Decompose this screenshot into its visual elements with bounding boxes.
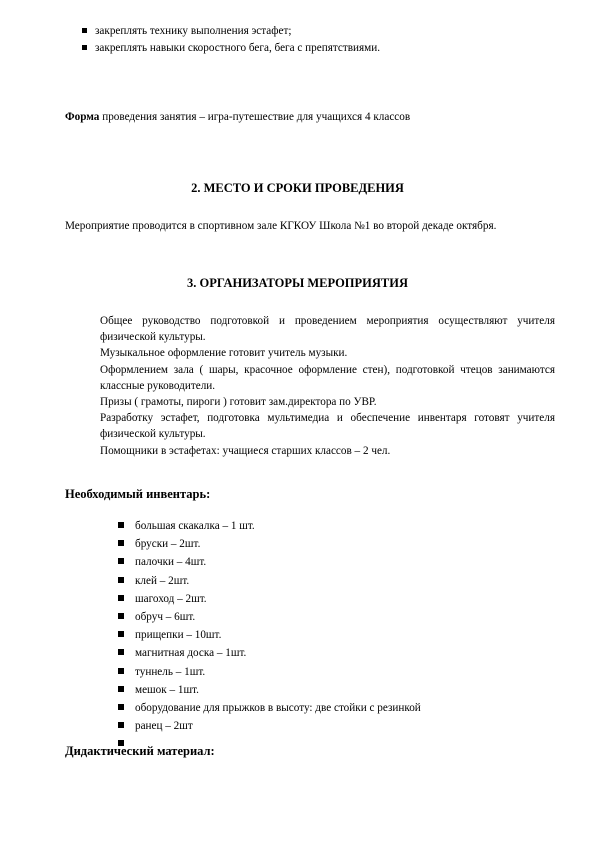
list-item-text: магнитная доска – 1шт. [135,647,247,660]
organizers-paragraph: Разработку эстафет, подготовка мультимедиа и обеспечение инвентаря готовят учителя физической культуры. [100,412,555,441]
list-item [118,627,421,645]
list-item-text: закреплять технику выполнения эстафет; [95,25,292,37]
inventory-list [118,518,421,754]
list-item-text: шагоход – 2шт. [135,592,207,605]
list-item-text: закреплять навыки скоростного бега, бега с препятствиями. [95,42,381,54]
square-bullet-icon [118,613,124,619]
goals-list [82,23,380,57]
list-item [118,682,421,700]
list-item-text: бруски – 2шт. [135,538,201,551]
square-bullet-icon [82,28,87,33]
square-bullet-icon [118,631,124,637]
event-form-line [65,109,410,125]
list-item [82,40,380,57]
list-item [118,609,421,627]
list-item-text: мешок – 1шт. [135,683,199,696]
organizers-paragraph: Призы ( грамоты, пироги ) готовит зам.директора по УВР. [100,396,377,409]
square-bullet-icon [82,45,87,50]
list-item-text: палочки – 4шт. [135,556,207,569]
square-bullet-icon [118,704,124,710]
inventory-heading: Необходимый инвентарь: [65,487,211,501]
list-item [118,591,421,609]
list-item [118,700,421,718]
list-item [118,645,421,663]
list-item [118,664,421,682]
list-item [82,23,380,40]
event-form-label: Форма [65,111,100,123]
square-bullet-icon [118,595,124,601]
square-bullet-icon [118,522,124,528]
organizers-block [100,313,555,459]
section-2-heading: 2. МЕСТО И СРОКИ ПРОВЕДЕНИЯ [191,181,404,195]
square-bullet-icon [118,558,124,564]
square-bullet-icon [118,722,124,728]
section-2-text: Мероприятие проводится в спортивном зале КГКОУ Школа №1 во второй декаде октября. [65,220,497,232]
list-item-text: обруч – 6шт. [135,610,196,623]
list-item-text: большая скакалка – 1 шт. [135,520,255,532]
event-form-text: проведения занятия – игра-путешествие для учащихся 4 классов [99,111,411,123]
list-item-text: клей – 2шт. [135,574,190,587]
list-item [118,718,421,736]
list-item [118,536,421,554]
square-bullet-icon [118,668,124,674]
section-3-heading: 3. ОРГАНИЗАТОРЫ МЕРОПРИЯТИЯ [187,276,408,290]
list-item [118,554,421,572]
list-item-text: туннель – 1шт. [135,665,206,678]
didactic-heading: Дидактический материал: [65,744,215,758]
list-item-text: прищепки – 10шт. [135,629,222,642]
organizers-paragraph: Музыкальное оформление готовит учитель музыки. [100,347,348,360]
list-item-text: оборудование для прыжков в высоту: две стойки с резинкой [135,701,421,714]
list-item-text: ранец – 2шт [135,720,193,733]
organizers-paragraph: Помощники в эстафетах: учащиеся старших классов – 2 чел. [100,444,391,457]
square-bullet-icon [118,686,124,692]
square-bullet-icon [118,577,124,583]
square-bullet-icon [118,540,124,546]
square-bullet-icon [118,649,124,655]
organizers-paragraph: Оформлением зала ( шары, красочное оформление стен), подготовкой чтецов занимаются классные руководители. [100,363,555,392]
organizers-paragraph: Общее руководство подготовкой и проведением мероприятия осуществляют учителя физической культуры. [100,315,555,344]
list-item [118,573,421,591]
list-item [118,518,421,536]
